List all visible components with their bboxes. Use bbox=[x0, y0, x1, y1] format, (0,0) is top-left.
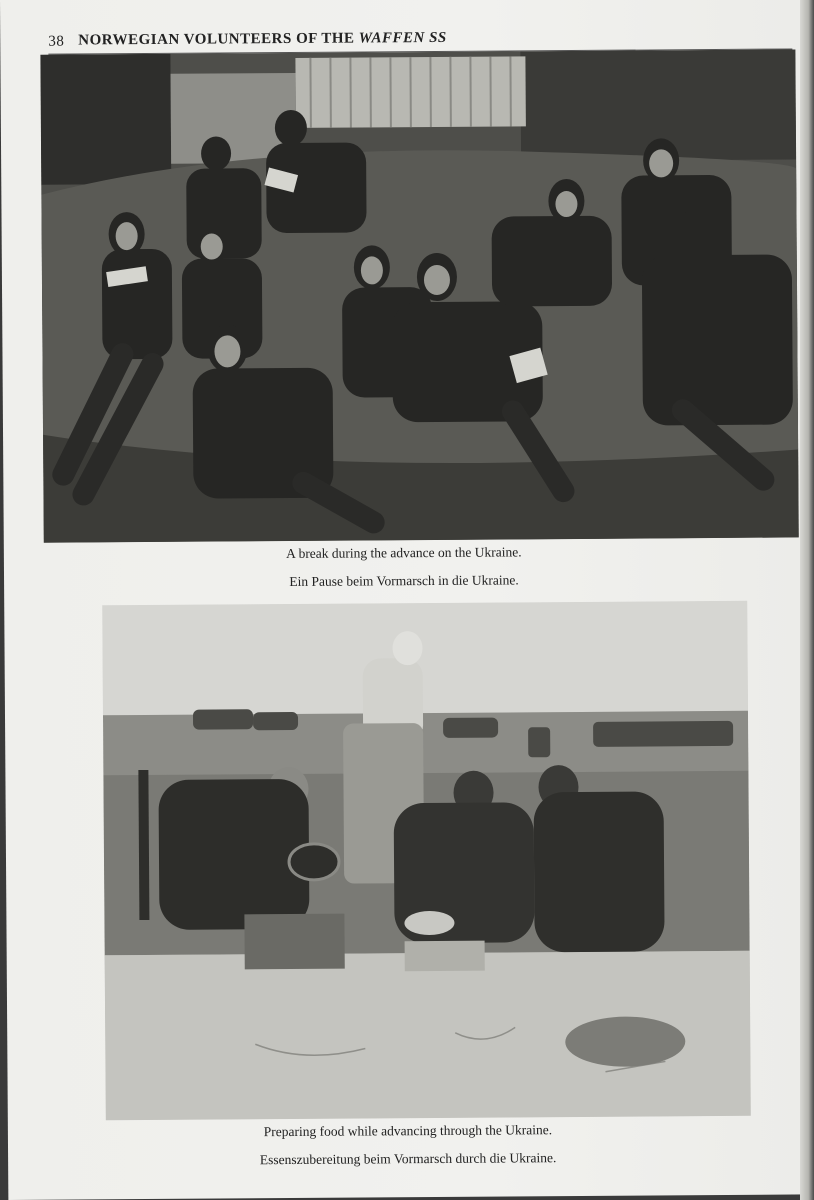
book-spine-edge bbox=[800, 0, 814, 1200]
caption-1-german: Ein Pause beim Vormarsch in die Ukraine. bbox=[289, 572, 519, 589]
running-title bbox=[78, 30, 447, 50]
caption-1-english: A break during the advance on the Ukraine. bbox=[286, 544, 522, 562]
running-title-italic: WAFFEN SS bbox=[358, 29, 447, 47]
photo-soldiers-resting-image bbox=[40, 49, 798, 542]
photo-preparing-food-image bbox=[102, 601, 751, 1120]
photo-preparing-food bbox=[102, 601, 751, 1120]
photo-soldiers-resting bbox=[40, 49, 798, 542]
caption-2-german: Essenszubereitung beim Vormarsch durch die Ukraine. bbox=[259, 1150, 557, 1168]
caption-2-english: Preparing food while advancing through the Ukraine. bbox=[263, 1122, 553, 1140]
running-title-main: NORWEGIAN VOLUNTEERS OF THE bbox=[78, 30, 359, 49]
page-number: 38 bbox=[48, 33, 65, 50]
